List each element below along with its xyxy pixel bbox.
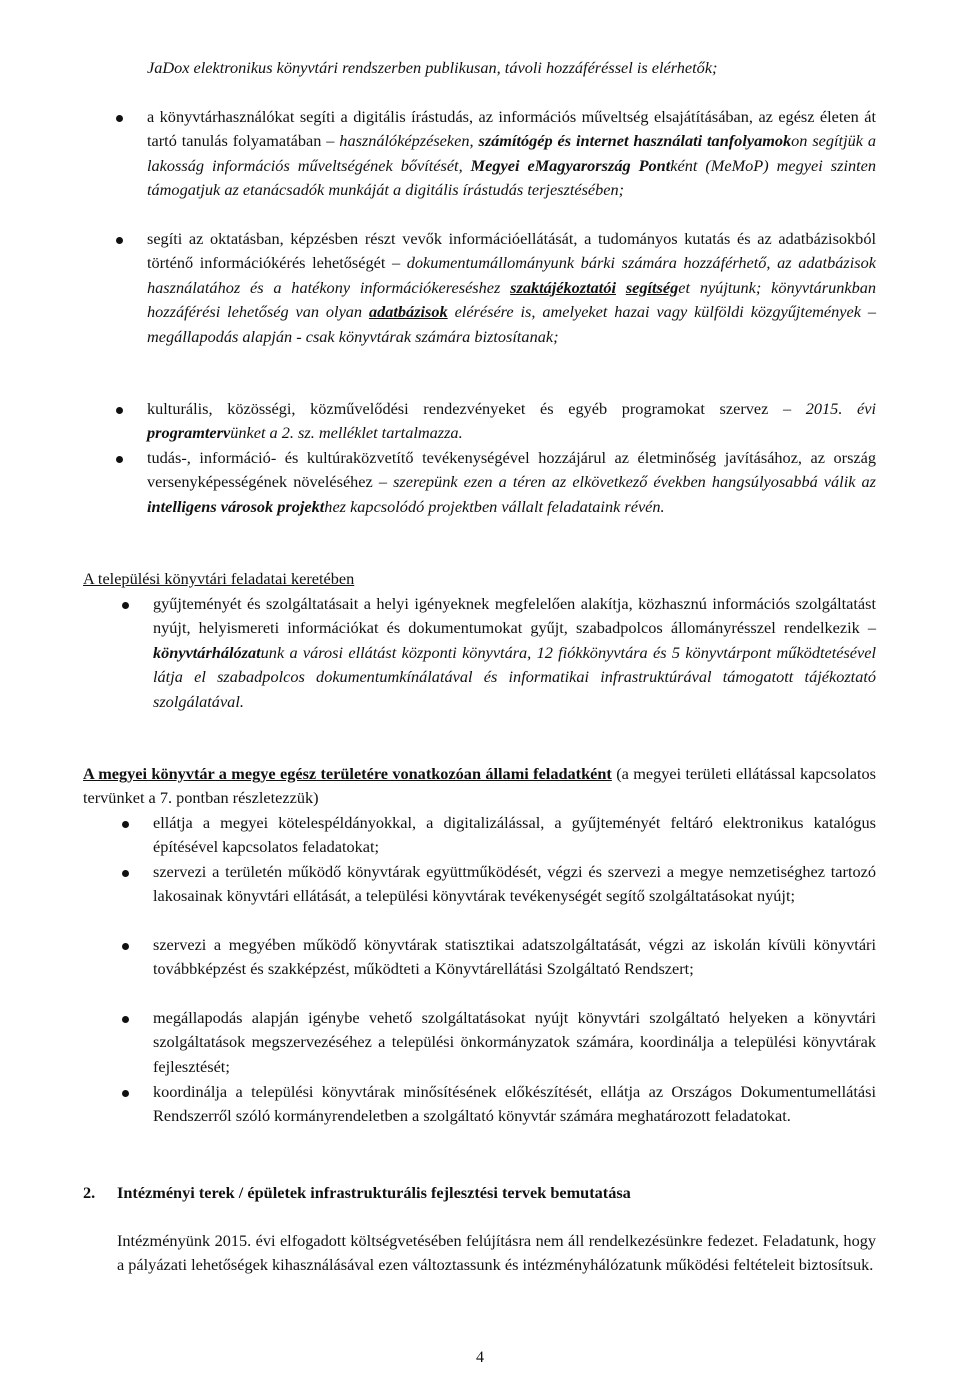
- text-run: tanácsadók munkáját a digitális írástudás terjesztésében;: [250, 180, 625, 200]
- text-run: kulturális, közösségi, közművelődési rendezvényeket és egyéb programokat szervez –: [147, 399, 792, 418]
- text-run: programterv: [147, 423, 231, 443]
- text-run: elérésére is, amelyeket hazai vagy külföldi közgyűjtemények – megállapodás alapján - csak könyvtárak számára biztosítanak;: [147, 302, 877, 346]
- section-number: 2.: [83, 1183, 96, 1202]
- bullet: [122, 870, 129, 877]
- list-item: koordinálja a települési könyvtárak minősítésének előkészítését, ellátja az Országos Dokumentumellátási Rendszerről szóló kormányrendeletben a szolgáltató könyvtár számára meghatározott feladatokat.: [153, 1082, 876, 1126]
- section-heading: Intézményi terek / épületek infrastrukturális fejlesztési tervek bemutatása: [117, 1183, 631, 1202]
- text-run: használóképzéseken,: [339, 131, 474, 151]
- text-run: számítógép és internet használati tanfolyamok: [478, 131, 792, 151]
- text-run: szerepünk ezen a téren az elkövetkező években hangsúlyosabbá válik az: [393, 472, 876, 492]
- text-run: adatbázisok: [368, 302, 448, 322]
- text-run: Megyei eMagyarország Pont: [470, 155, 671, 175]
- bullet: [116, 456, 123, 463]
- text-run: unk a városi ellátást központi könyvtára, 12 fiókkönyvtára és 5 könyvtárpont működtetésével látja el szabadpolcos dokumentumkínálatával és informatikai infrastruktúrával támogatott tájékoztató szolgálatával.: [153, 642, 876, 711]
- text-run: intelligens városok projekt: [147, 496, 325, 516]
- text-run: et nyújtunk; könyvtárunkban hozzáférési lehetőség van olyan: [147, 277, 876, 322]
- text-run: gyűjteményét és szolgáltatásait a helyi igényeknek megfelelően alakítja, közhasznú információs szolgáltatást nyújt, helyismereti információkat és dokumentumokat gyűjt, szabadpolcos állományrésszel rendelkezik –: [153, 594, 876, 638]
- text-run: ként (MeMoP) megyei szinten támogatjuk az e: [147, 155, 876, 200]
- bullet-item-cultural-events: [147, 397, 876, 446]
- bullet: [116, 115, 123, 122]
- bullet: [116, 237, 123, 244]
- text-run: JaDox elektronikus könyvtári rendszerben publikusan, távoli hozzáféréssel is elérhetők;: [147, 58, 718, 77]
- text-run: a könyvtárhasználókat segíti a digitális írástudás, az információs műveltség elsajátításában, az egész életen át tartó tanulás folyamatában: [147, 107, 876, 151]
- paragraph-jadox: [147, 56, 876, 80]
- text-run: szaktájékoztatói: [510, 277, 616, 297]
- text-run: on segítjük a lakosság információs műveltségének bővítését,: [147, 131, 877, 175]
- text-run: tudás-, információ- és kultúraközvetítő tevékenységével hozzájárul az életminőség javításához, az ország versenyképességének növeléséhez –: [147, 448, 876, 492]
- bullet-item-knowledge: [147, 446, 876, 519]
- text-run: segíti az oktatásban, képzésben részt vevők információellátását, a tudományos kutatás és az adatbázisokból történő információkérés lehetőségét –: [147, 229, 876, 273]
- list-item: megállapodás alapján igénybe vehető szolgáltatásokat nyújt könyvtári szolgáltató helyeken a könyvtári szolgáltatások megszervezéséhez a települési önkormányzatok számára, koordinálja a települési könyvtárak fejlesztését;: [153, 1008, 876, 1076]
- bullet-item-digital-literacy: [147, 105, 876, 203]
- bullet: [122, 1016, 129, 1023]
- text-run: A megyei könyvtár a megye egész területére vonatkozóan állami feladatként: [83, 764, 612, 783]
- paragraph-infrastructure: Intézményünk 2015. évi elfogadott költségvetésében felújításra nem áll rendelkezésünkre fedezet. Feladatunk, hogy a pályázati lehetőségek kihasználásával ezen változtassunk és intézményhálózatunk működési feltételeit biztosítsuk.: [117, 1231, 876, 1275]
- bullet: [122, 602, 129, 609]
- bullet: [122, 1090, 129, 1097]
- bullet: [116, 407, 123, 414]
- bullet: [122, 821, 129, 828]
- text-run: 2015. évi: [805, 399, 876, 418]
- heading-text: A települési könyvtári feladatai keretében: [83, 569, 355, 588]
- text-run: (a megyei területi ellátással kapcsolatos tervünket a 7. pontban részletezzük): [83, 764, 876, 808]
- text-run: könyvtárhálózat: [153, 642, 261, 662]
- page-number: 4: [476, 1349, 484, 1366]
- text-run: segítség: [625, 277, 679, 297]
- bullet-item-education: [147, 227, 876, 349]
- heading-municipal: [83, 567, 876, 591]
- list-item: szervezi a területén működő könyvtárak együttműködését, végzi és szervezi a megye nemzetiséghez tartozó lakosainak könyvtári ellátását, a települési könyvtárak tevékenységét segítő szolgáltatásokat nyújt;: [153, 862, 876, 906]
- text-run: dokumentumállományunk bárki számára hozzáférhető, az adatbázisok használatához és a hatékony információkereséshez: [147, 253, 876, 297]
- bullet-item-collection: [153, 592, 876, 714]
- bullet: [122, 943, 129, 950]
- text-run: hez kapcsolódó projektben vállalt feladataink révén.: [324, 496, 665, 516]
- text-run: –: [326, 131, 335, 151]
- list-item: ellátja a megyei kötelespéldányokkal, a digitalizálással, a gyűjteményét feltáró elektronikus katalógus építésével kapcsolatos feladatokat;: [153, 813, 876, 857]
- text-run: ünket a 2. sz. melléklet tartalmazza.: [230, 423, 463, 443]
- heading-county: [83, 762, 876, 811]
- list-item: szervezi a megyében működő könyvtárak statisztikai adatszolgáltatását, végzi az iskolán kívüli könyvtári továbbképzést és szakképzést, működteti a Könyvtárellátási Szolgáltató Rendszert;: [153, 935, 876, 979]
